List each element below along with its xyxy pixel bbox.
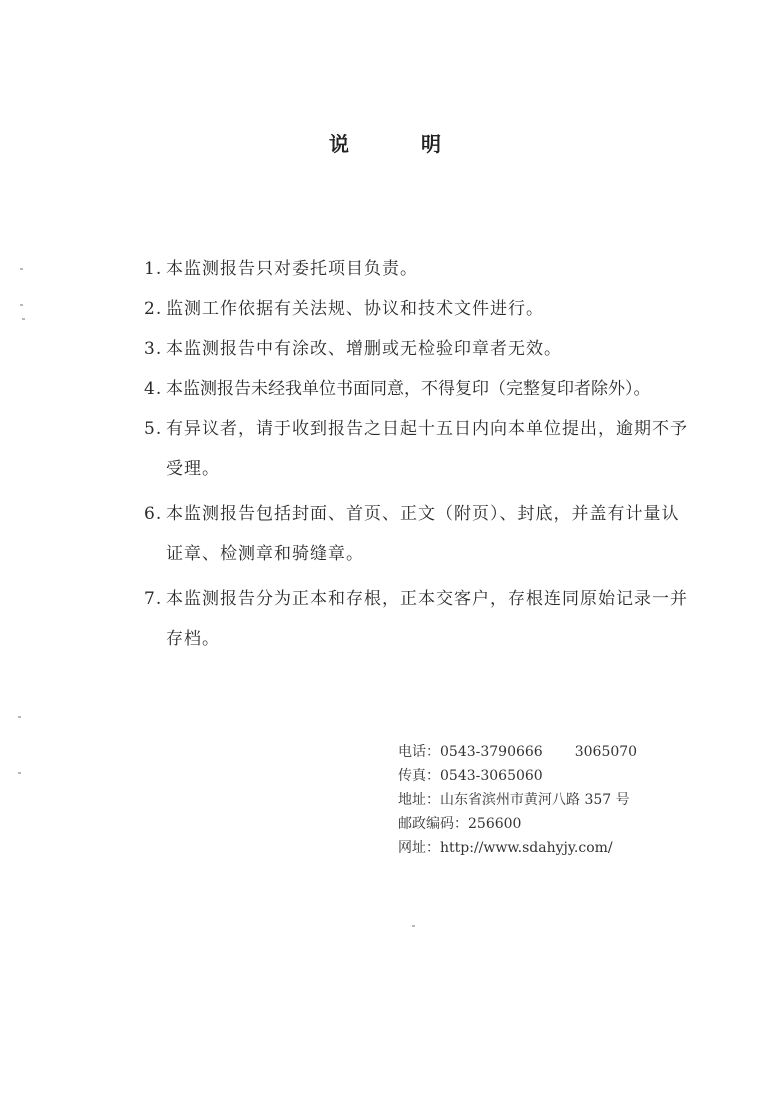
item-text: 本监测报告分为正本和存根，正本交客户，存根连同原始记录一并存档。: [166, 589, 688, 649]
website-row: [398, 836, 698, 860]
phone-row: [398, 740, 698, 764]
address-value: 山东省滨州市黄河八路 357 号: [440, 792, 630, 808]
address-row: [398, 788, 698, 812]
scan-speck: [18, 772, 21, 774]
item-number: 7.: [144, 589, 163, 609]
item-text: 本监测报告只对委托项目负责。: [166, 259, 418, 279]
title-char-left: 说: [329, 132, 349, 156]
phone-number-1: 0543-3790666: [440, 744, 543, 760]
website-label: 网址：: [398, 840, 440, 856]
item-number: 5.: [144, 419, 163, 439]
item-text: 本监测报告中有涂改、增删或无检验印章者无效。: [166, 339, 562, 359]
item-text: 有异议者，请于收到报告之日起十五日内向本单位提出，逾期不予受理。: [166, 419, 688, 479]
address-label: 地址：: [398, 792, 440, 808]
notice-list: [144, 254, 692, 669]
postcode-label: 邮政编码：: [398, 816, 468, 832]
contact-block: [398, 740, 698, 860]
notice-item: [144, 414, 692, 489]
scan-speck: [412, 925, 415, 927]
item-text: 监测工作依据有关法规、协议和技术文件进行。: [166, 299, 544, 319]
item-number: 3.: [144, 339, 163, 359]
scan-speck: [20, 268, 23, 270]
notice-item: [144, 254, 692, 284]
fax-row: [398, 764, 698, 788]
phone-number-2: 3065070: [574, 744, 638, 760]
title-char-right: 明: [421, 132, 441, 156]
scan-speck: [22, 318, 25, 320]
notice-item: [144, 374, 692, 404]
item-number: 6.: [144, 504, 163, 524]
notice-item: [144, 334, 692, 364]
fax-label: 传真：: [398, 768, 440, 784]
fax-number: 0543-3065060: [440, 768, 543, 784]
phone-label: 电话：: [398, 744, 440, 760]
postcode-row: [398, 812, 698, 836]
website-link[interactable]: http://www.sdahyjy.com/: [440, 840, 613, 856]
scan-speck: [18, 716, 21, 718]
notice-item: [144, 499, 692, 574]
notice-item: [144, 584, 692, 659]
item-number: 4.: [144, 379, 163, 399]
notice-item: [144, 294, 692, 324]
postcode-value: 256600: [468, 816, 522, 832]
item-text: 本监测报告包括封面、首页、正文（附页）、封底，并盖有计量认证章、检测章和骑缝章。: [166, 504, 680, 564]
page-title: [0, 128, 770, 157]
item-text: 本监测报告未经我单位书面同意，不得复印（完整复印者除外）。: [166, 379, 651, 399]
item-number: 2.: [144, 299, 163, 319]
item-number: 1.: [144, 259, 163, 279]
scan-speck: [20, 304, 23, 306]
